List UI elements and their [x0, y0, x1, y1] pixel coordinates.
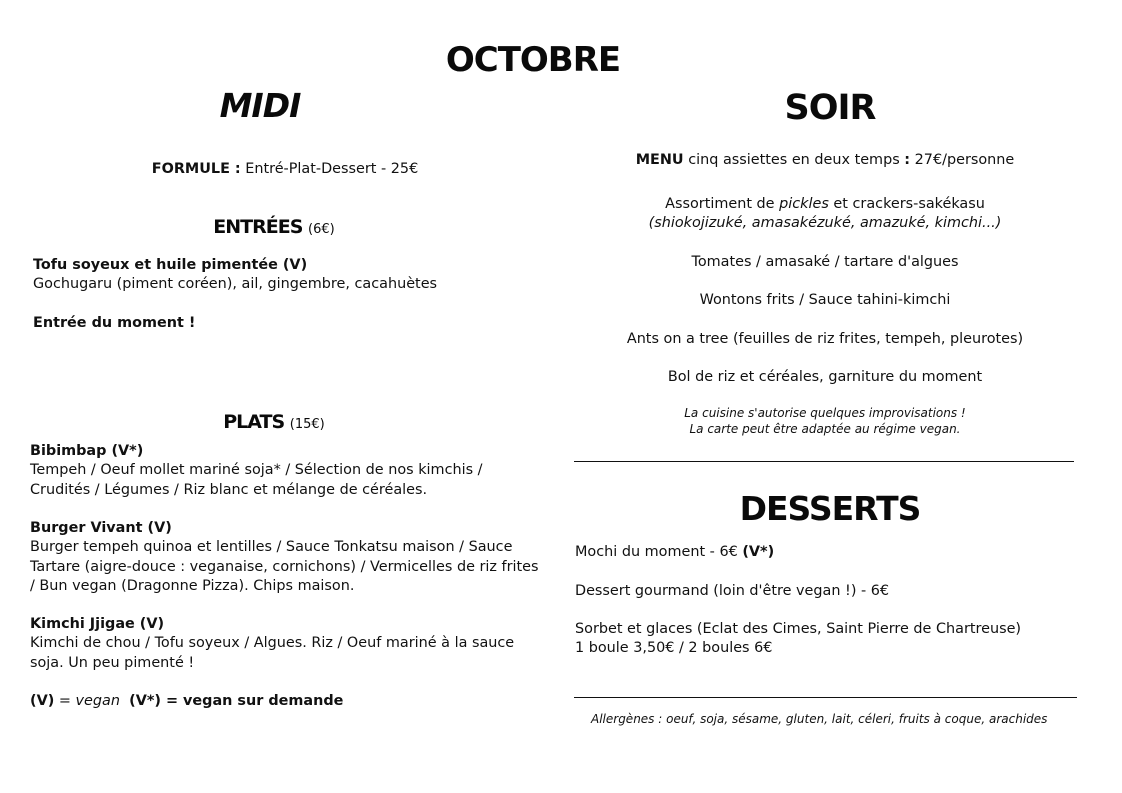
entrees-price: (6€): [308, 222, 335, 237]
soir-course-sub: (shiokojizuké, amasakézuké, amazuké, kimchi...): [648, 215, 1002, 231]
plat-item-desc: Burger tempeh quinoa et lentilles / Sauce Tonkatsu maison / Sauce: [30, 539, 513, 555]
dessert-item: Dessert gourmand (loin d'être vegan !) - 6€: [575, 583, 890, 599]
dessert-item1-tag: (V*): [742, 544, 775, 560]
legend-vegan: vegan: [75, 693, 120, 709]
allergens-note: Allergènes : oeuf, soja, sésame, gluten, lait, céleri, fruits à coque, arachides: [591, 712, 1048, 726]
soir-menu-label: MENU: [635, 152, 684, 168]
soir-note: La carte peut être adaptée au régime vegan.: [689, 422, 961, 436]
legend-v: (V): [30, 693, 55, 709]
soir-course: Wontons frits / Sauce tahini-kimchi: [699, 292, 951, 308]
plats-heading: [124, 411, 424, 433]
entrees-heading-label: ENTRÉES: [213, 216, 303, 238]
midi-heading: MIDI: [219, 86, 301, 125]
legend-eq: =: [54, 693, 76, 709]
dessert-item: Sorbet et glaces (Eclat des Cimes, Saint Pierre de Chartreuse): [575, 621, 1022, 637]
plats-heading-label: PLATS: [223, 411, 285, 433]
soir-course: Ants on a tree (feuilles de riz frites, tempeh, pleurotes): [626, 331, 1024, 347]
desserts-heading: DESSERTS: [739, 489, 921, 528]
entree-item-desc: Gochugaru (piment coréen), ail, gingembre, cacahuètes: [33, 276, 438, 292]
plat-item-desc: soja. Un peu pimenté !: [30, 655, 195, 671]
soir-course: Tomates / amasaké / tartare d'algues: [691, 254, 959, 270]
dessert-item: [575, 542, 774, 562]
dessert-item1-text: Mochi du moment - 6€: [575, 544, 743, 560]
vegan-legend: [30, 691, 343, 711]
formule-label: FORMULE :: [151, 161, 241, 177]
menu-title: OCTOBRE: [445, 40, 621, 80]
divider: [574, 697, 1077, 698]
formule-text: Entré-Plat-Dessert - 25€: [245, 161, 419, 177]
course1-post: et crackers-sakékasu: [828, 196, 985, 212]
plat-item-name: Bibimbap (V*): [30, 443, 144, 459]
soir-menu-price: 27€/personne: [910, 152, 1015, 168]
soir-note: La cuisine s'autorise quelques improvisations !: [684, 406, 966, 420]
legend-vstar: (V*) = vegan sur demande: [129, 693, 344, 709]
soir-menu-colon: :: [904, 152, 911, 168]
course1-em: pickles: [779, 196, 829, 212]
soir-menu-text: cinq assiettes en deux temps: [683, 152, 905, 168]
soir-menu-line: [575, 150, 1075, 170]
plat-item-desc: Tartare (aigre-douce : veganaise, cornichons) / Vermicelles de riz frites: [30, 559, 539, 575]
plat-item-desc: Crudités / Légumes / Riz blanc et mélange de céréales.: [30, 482, 428, 498]
soir-course: Bol de riz et céréales, garniture du moment: [667, 369, 983, 385]
plat-item-desc: Tempeh / Oeuf mollet mariné soja* / Sélection de nos kimchis /: [30, 462, 483, 478]
plats-price: (15€): [289, 417, 325, 432]
formule-line: [30, 159, 540, 179]
dessert-item: 1 boule 3,50€ / 2 boules 6€: [575, 640, 773, 656]
plat-item-desc: Kimchi de chou / Tofu soyeux / Algues. Riz / Oeuf mariné à la sauce: [30, 635, 515, 651]
entree-item-name: Entrée du moment !: [33, 315, 196, 331]
course1-pre: Assortiment de: [665, 196, 780, 212]
divider: [574, 461, 1074, 462]
plat-item-desc: / Bun vegan (Dragonne Pizza). Chips maison.: [30, 578, 355, 594]
entree-item-name: Tofu soyeux et huile pimentée (V): [33, 257, 308, 273]
entrees-heading: [124, 216, 424, 238]
plat-item-name: Kimchi Jjigae (V): [30, 616, 165, 632]
soir-heading: SOIR: [784, 88, 876, 128]
plat-item-name: Burger Vivant (V): [30, 520, 172, 536]
soir-course: [575, 194, 1075, 214]
